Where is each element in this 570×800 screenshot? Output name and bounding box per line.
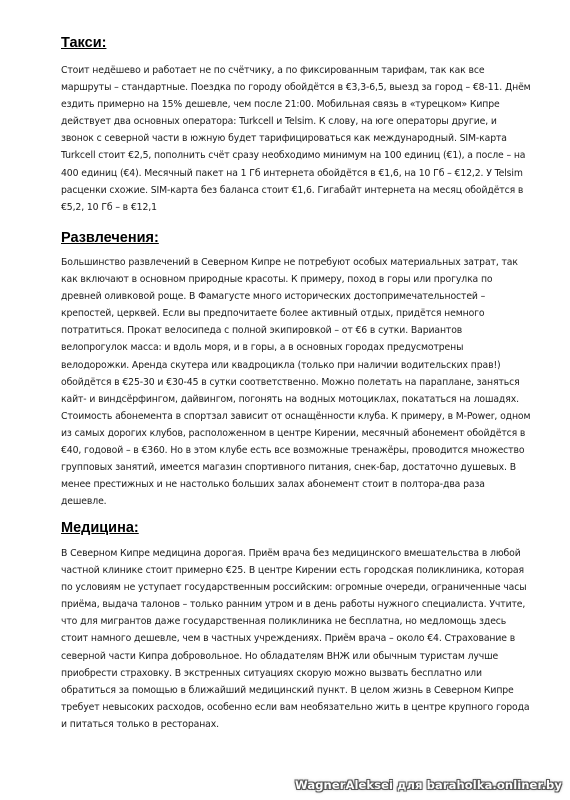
- section-heading-taxi: Такси:: [61, 35, 107, 51]
- section-text-entertainment: Большинство развлечений в Северном Кипре не потребуют особых материальных затрат, так как включают в основном природные красоты. К примеру, поход в горы или прогулка по древней оливковой роще. В Фамагусте много исторических достопримечательностей – крепостей, церквей. Если вы предпочитаете более активный отдых, придётся немного потратиться. Прокат велосипеда с полной экипировкой – от €6 в сутки. Вариантов велопрогулок масса: и вдоль моря, и в горы, а в основных городах предусмотрены велодорожки. Аренда скутера или квадроцикла (только при наличии водительских прав!) обойдётся в €25-30 и €30-45 в сутки соответственно. Можно полетать на параплане, заняться кайт- и виндсёрфингом, дайвингом, погонять на водных мотоциклах, покататься на лошадях. Стоимость абонемента в спортзал зависит от оснащённости клуба. К примеру, в M-Power, одном из самых дорогих клубов, расположенном в центре Кирении, месячный абонемент обойдётся в €40, годовой – в €360. Но в этом клубе есть все возможные тренажёры, проводится множество групповых занятий, имеется магазин спортивного питания, снек-бар, достаточно душевых. В менее престижных и не настолько больших залах абонемент стоит в полтора-два раза дешевле.: [61, 257, 531, 508]
- section-heading-entertainment: Развлечения:: [61, 230, 159, 246]
- watermark: WagnerAleksei для baraholka.onliner.by: [294, 778, 562, 792]
- section-text-taxi: Стоит недёшево и работает не по счётчику, а по фиксированным тарифам, так как все маршруты – стандартные. Поездка по городу обойдётся в €3,3-6,5, выезд за город – €8-11. Днём ездить примерно на 15% дешевле, чем после 21:00. Мобильная связь в «турецком» Кипре действует два основных оператора: Turkcell и Telsim. К слову, на юге операторы другие, и звонок с северной части в южную будет тарифицироваться как международный. SIM-карта Turkcell стоит €2,5, пополнить счёт сразу необходимо минимум на 100 единиц (€1), а после – на 400 единиц (€4). Месячный пакет на 1 Гб интернета обойдётся в €1,6, на 10 Гб – €12,2. У Telsim расценки схожие. SIM-карта без баланса стоит €1,6. Гигабайт интернета на месяц обойдётся в €5,2, 10 Гб – в €12,1: [61, 65, 531, 213]
- section-heading-medicine: Медицина:: [61, 520, 139, 536]
- section-text-medicine: В Северном Кипре медицина дорогая. Приём врача без медицинского вмешательства в любой частной клинике стоит примерно €25. В центре Кирении есть городская поликлиника, которая по условиям не уступает государственным российским: огромные очереди, ограниченные часы приёма, выдача талонов – только ранним утром и в день работы нужного специалиста. Учтите, что для мигрантов даже государственная поликлиника не бесплатна, но медломощь здесь стоит намного дешевле, чем в частных учреждениях. Приём врача – около €4. Страхование в северной части Кипра добровольное. Но обладателям ВНЖ или обычным туристам лучше приобрести страховку. В экстренных ситуациях скорую можно вызвать бесплатно или обратиться за помощью в ближайший медицинский пункт. В целом жизнь в Северном Кипре требует невысоких расходов, особенно если вам необязательно жить в центре крупного города и питаться только в ресторанах.: [61, 548, 530, 730]
